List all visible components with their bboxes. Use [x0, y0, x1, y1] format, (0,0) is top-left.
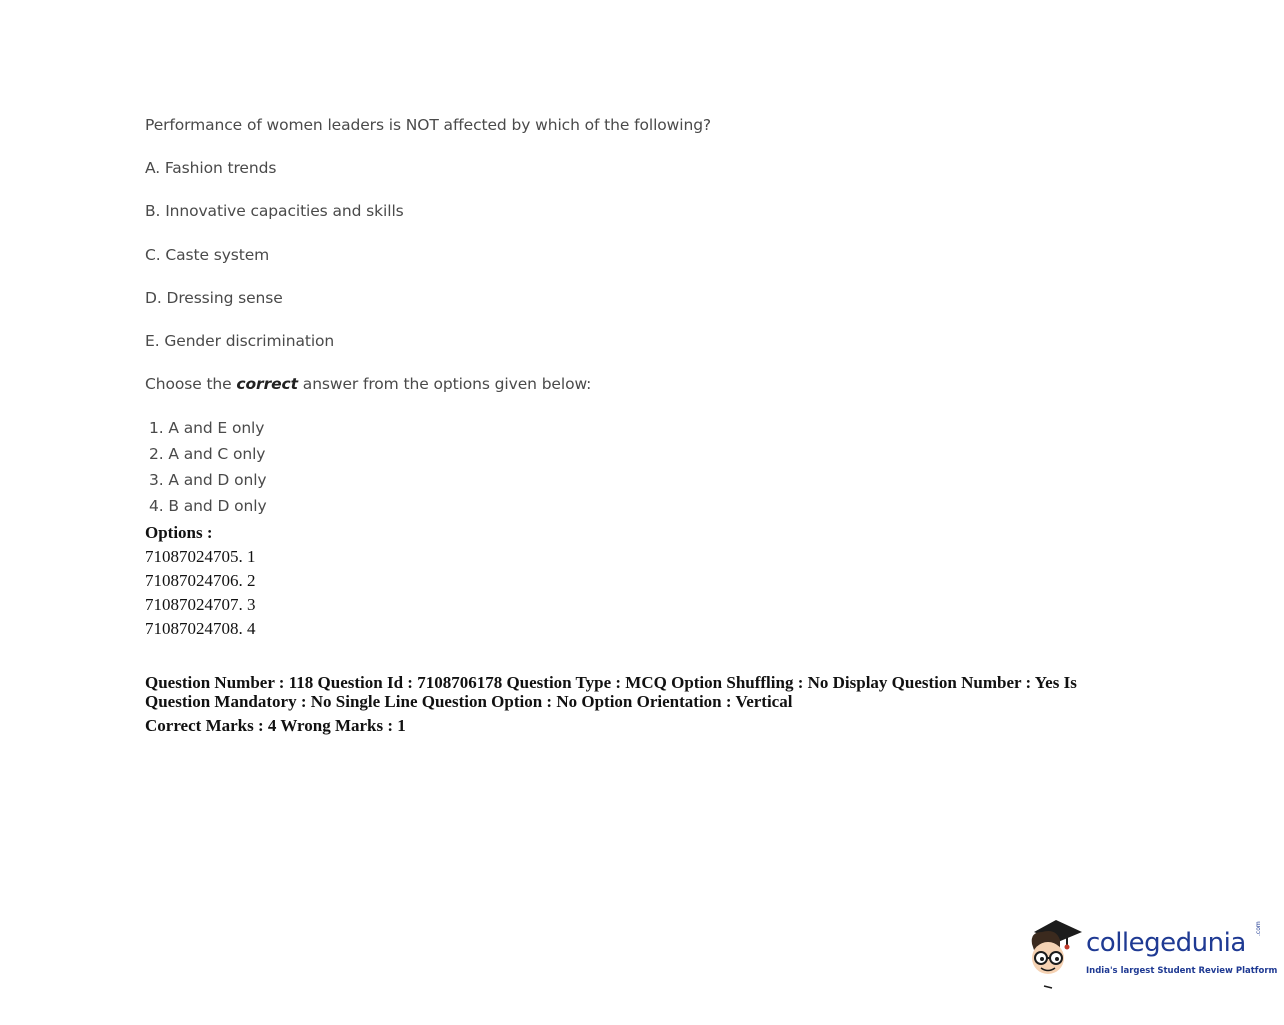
logo-dotcom: .com — [1255, 921, 1262, 936]
options-heading: Options : — [145, 523, 213, 542]
logo-wordmark: collegedunia — [1086, 928, 1246, 958]
statement-a: A. Fashion trends — [145, 159, 277, 177]
answer-choice-3: 3. A and D only — [149, 471, 267, 489]
choose-instruction — [145, 375, 591, 393]
statement-c: C. Caste system — [145, 246, 270, 264]
statement-b: B. Innovative capacities and skills — [145, 202, 404, 220]
question-meta-line-1: Question Number : 118 Question Id : 7108706178 Question Type : MCQ Option Shuffling : No Display Question Number : Yes Is — [145, 673, 1077, 692]
answer-choice-2: 2. A and C only — [149, 445, 266, 463]
option-id-1: 71087024705. 1 — [145, 547, 256, 566]
choose-prefix: Choose the — [145, 375, 237, 393]
choose-emphasis: correct — [236, 375, 298, 393]
option-id-3: 71087024707. 3 — [145, 595, 256, 614]
marks-line: Correct Marks : 4 Wrong Marks : 1 — [145, 716, 406, 735]
option-id-4: 71087024708. 4 — [145, 619, 256, 638]
statement-d: D. Dressing sense — [145, 289, 283, 307]
collegedunia-logo — [1026, 918, 1278, 990]
logo-tagline: India's largest Student Review Platform — [1086, 966, 1278, 976]
statement-e: E. Gender discrimination — [145, 332, 335, 350]
question-text: Performance of women leaders is NOT affected by which of the following? — [145, 116, 712, 134]
answer-choice-4: 4. B and D only — [149, 497, 267, 515]
mascot-graduate-icon — [1026, 918, 1086, 990]
choose-suffix: answer from the options given below: — [297, 375, 592, 393]
answer-choice-1: 1. A and E only — [149, 419, 265, 437]
option-id-2: 71087024706. 2 — [145, 571, 256, 590]
question-meta-line-2: Question Mandatory : No Single Line Question Option : No Option Orientation : Vertical — [145, 692, 793, 711]
